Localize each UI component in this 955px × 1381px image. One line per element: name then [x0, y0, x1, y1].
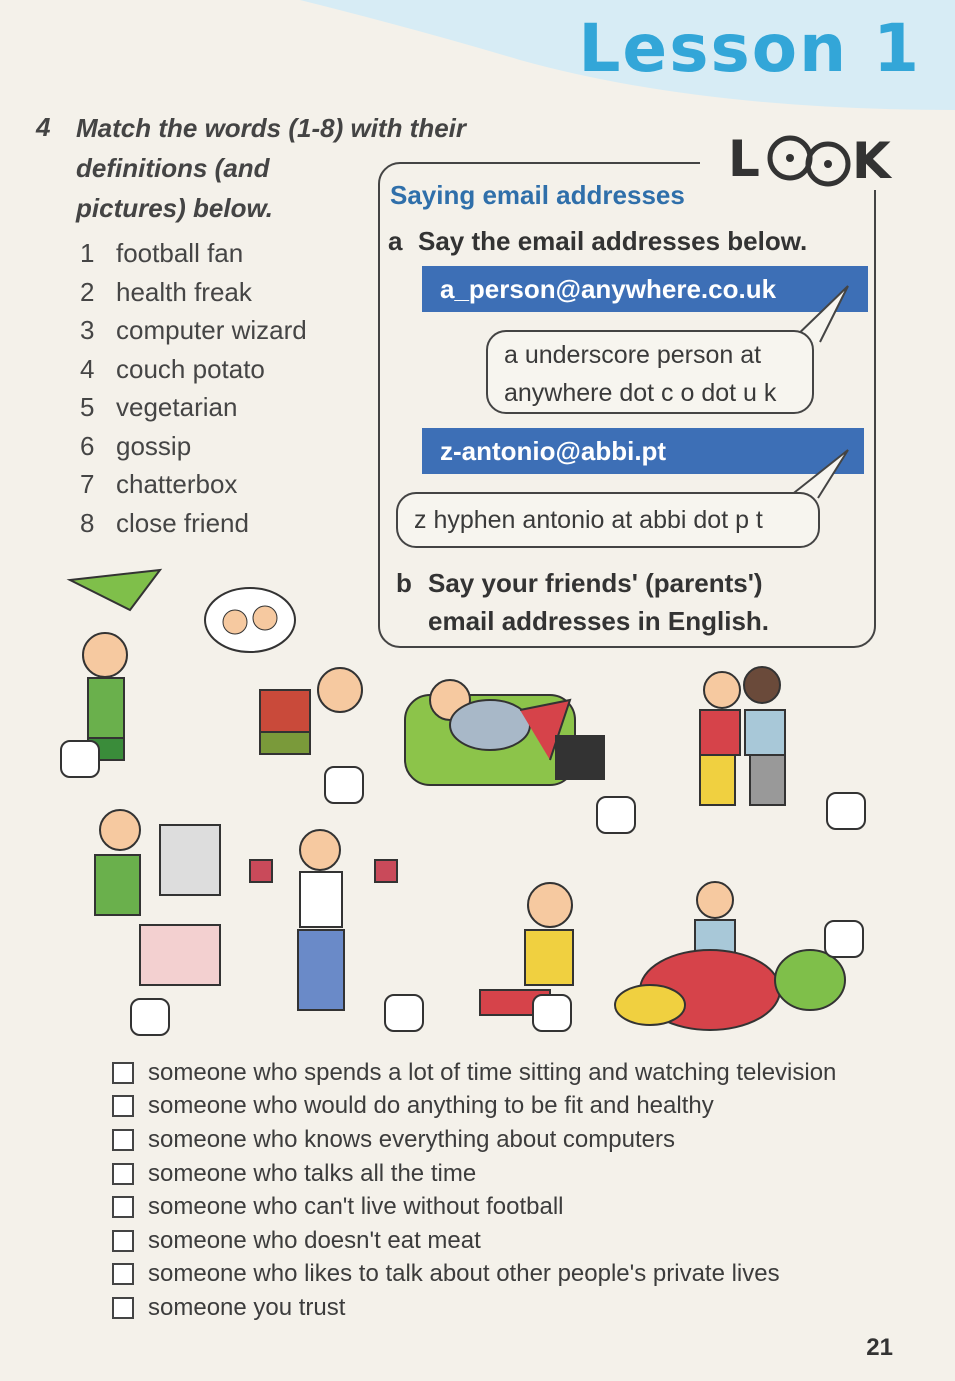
- word-item: [80, 277, 307, 316]
- speech-bubble: [486, 330, 814, 414]
- look-logo: [728, 118, 898, 200]
- spoken-line: a underscore person at: [504, 341, 762, 369]
- definition-text: someone who would do anything to be fit and healthy: [148, 1092, 714, 1120]
- word-number: 7: [80, 469, 95, 499]
- picture-answer-box[interactable]: [60, 740, 100, 778]
- definition-text: someone who knows everything about computers: [148, 1125, 675, 1153]
- word-item: [80, 315, 307, 354]
- definition-item: [112, 1123, 836, 1157]
- section-b-line: Say your friends' (parents'): [428, 568, 763, 598]
- picture-answer-box[interactable]: [532, 994, 572, 1032]
- picture-answer-box[interactable]: [826, 792, 866, 830]
- definition-text: someone who talks all the time: [148, 1159, 477, 1187]
- definition-checkbox[interactable]: [112, 1196, 134, 1218]
- definition-item: [112, 1224, 836, 1258]
- word-item: [80, 431, 307, 470]
- definition-item: [112, 1291, 836, 1325]
- definition-item: [112, 1056, 836, 1090]
- definition-item: [112, 1090, 836, 1124]
- picture-answer-box[interactable]: [384, 994, 424, 1032]
- word-text: gossip: [116, 430, 192, 461]
- email-address-bar: a_person@anywhere.co.uk: [422, 266, 868, 312]
- definition-text: someone who can't live without football: [148, 1193, 564, 1221]
- spoken-line: z hyphen antonio at abbi dot p t: [414, 506, 763, 534]
- section-b-line: email addresses in English.: [428, 606, 770, 636]
- word-number: 1: [80, 238, 95, 268]
- word-text: close friend: [116, 507, 249, 538]
- vegetarian-illustration: [615, 882, 845, 1030]
- word-item: [80, 392, 307, 431]
- definition-checkbox[interactable]: [112, 1230, 134, 1252]
- word-number: 2: [80, 276, 95, 307]
- definition-checkbox[interactable]: [112, 1129, 134, 1151]
- picture-answer-box[interactable]: [324, 766, 364, 804]
- word-number: 6: [80, 430, 95, 461]
- lesson-title: Lesson 1: [578, 10, 921, 87]
- spoken-line: anywhere dot c o dot u k: [504, 379, 777, 407]
- computer-wizard-illustration: [95, 810, 220, 985]
- word-number: 3: [80, 315, 95, 345]
- definition-checkbox[interactable]: [112, 1163, 134, 1185]
- email-address-bar: z-antonio@abbi.pt: [422, 428, 864, 474]
- word-item: [80, 508, 307, 547]
- gossip-illustration: [205, 588, 362, 754]
- exercise-number: 4: [36, 112, 51, 142]
- definition-item: [112, 1258, 836, 1292]
- svg-text:L: L: [728, 130, 760, 188]
- word-number: 8: [80, 507, 95, 538]
- word-item: [80, 354, 307, 393]
- instruction-line: definitions (and: [76, 153, 270, 183]
- definition-text: someone who spends a lot of time sitting and watching television: [148, 1058, 837, 1086]
- definition-item: [112, 1190, 836, 1224]
- definition-checkbox[interactable]: [112, 1062, 134, 1084]
- picture-answer-box[interactable]: [130, 998, 170, 1036]
- instruction-line: Match the words (1-8) with their: [76, 113, 467, 143]
- definitions-list: [112, 1056, 836, 1325]
- couch-potato-illustration: [405, 680, 605, 785]
- word-item: [80, 238, 307, 277]
- word-text: chatterbox: [116, 469, 238, 499]
- word-text: computer wizard: [116, 315, 307, 345]
- word-text: health freak: [116, 276, 252, 307]
- section-a: [388, 226, 807, 257]
- picture-answer-box[interactable]: [596, 796, 636, 834]
- illustrations: [50, 560, 910, 1050]
- section-letter: b: [396, 568, 412, 598]
- word-text: vegetarian: [116, 392, 238, 422]
- word-number: 4: [80, 353, 95, 384]
- word-number: 5: [80, 392, 95, 422]
- health-freak-illustration: [250, 830, 397, 1010]
- section-letter: a: [388, 226, 403, 256]
- box-title: Saying email addresses: [390, 180, 685, 210]
- definition-text: someone who doesn't eat meat: [148, 1226, 481, 1254]
- definition-checkbox[interactable]: [112, 1297, 134, 1319]
- picture-answer-box[interactable]: [824, 920, 864, 958]
- definition-text: someone you trust: [148, 1293, 346, 1321]
- football-fan-illustration: [70, 570, 160, 760]
- definition-checkbox[interactable]: [112, 1095, 134, 1117]
- word-text: couch potato: [116, 353, 265, 384]
- word-item: [80, 469, 307, 508]
- svg-text:K: K: [852, 132, 891, 190]
- definition-text: someone who likes to talk about other people's private lives: [148, 1260, 780, 1288]
- page-number: 21: [866, 1334, 893, 1361]
- speech-bubble: [396, 492, 820, 548]
- section-a-text: Say the email addresses below.: [418, 226, 808, 256]
- word-list: [80, 238, 307, 546]
- word-text: football fan: [116, 238, 244, 268]
- close-friends-illustration: [700, 667, 785, 805]
- instruction-line: pictures) below.: [76, 193, 273, 223]
- definition-checkbox[interactable]: [112, 1263, 134, 1285]
- definition-item: [112, 1157, 836, 1191]
